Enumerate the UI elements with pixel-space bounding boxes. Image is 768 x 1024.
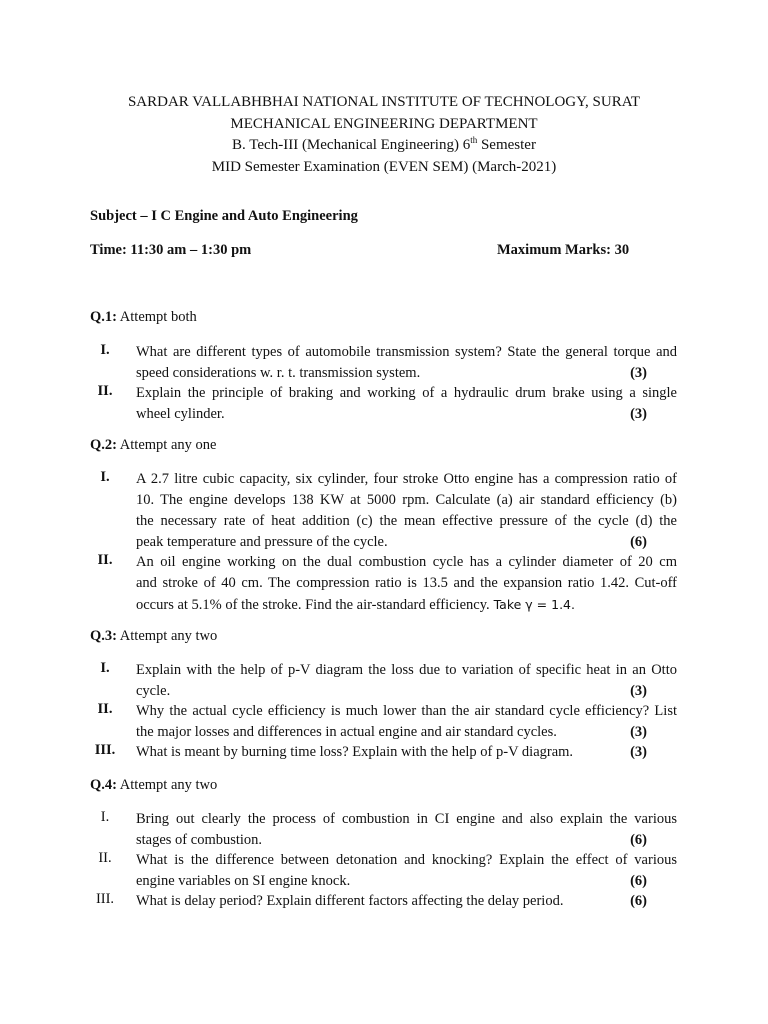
department-name: MECHANICAL ENGINEERING DEPARTMENT (230, 115, 538, 132)
exam-name: MID Semester Examination (EVEN SEM) (March-2021) (211, 158, 557, 175)
item-text: An oil engine working on the dual combustion cycle has a cylinder diameter of 20 cm and stroke of 40 cm. The compression ratio is 13.5 and the expansion ratio 1.42. Cut-off occurs at 5.1% of the stroke. Find the air-standard efficiency. Take γ = 1.4. (136, 554, 677, 613)
max-marks: Maximum Marks: 30 (497, 242, 630, 258)
subject-line: Subject – I C Engine and Auto Engineering (90, 208, 358, 224)
item-marks: (6) (630, 534, 647, 550)
item-marks: (6) (630, 832, 647, 848)
question-heading: Q.4: Attempt any two (90, 777, 218, 793)
question-heading: Q.1: Attempt both (90, 309, 197, 325)
item-number: III. (94, 742, 116, 758)
item-text: Why the actual cycle efficiency is much lower than the air standard cycle efficiency? List the major losses and differences in actual engine and air standard cycles. (3) (136, 701, 677, 743)
question-heading: Q.3: Attempt any two (90, 628, 218, 644)
item-marks: (6) (630, 873, 647, 889)
exam-header (0, 92, 768, 178)
item-text: What is delay period? Explain different factors affecting the delay period. (6) (136, 891, 677, 912)
item-number: I. (100, 342, 110, 358)
item-marks: (3) (630, 724, 647, 740)
item-marks: (6) (630, 893, 647, 909)
item-number: I. (100, 469, 110, 485)
item-number: I. (100, 660, 110, 676)
item-text: What is the difference between detonation and knocking? Explain the effect of various engine variables on SI engine knock. (6) (136, 850, 677, 892)
item-text: A 2.7 litre cubic capacity, six cylinder, four stroke Otto engine has a compression ratio of 10. The engine develops 138 KW at 5000 rpm. Calculate (a) air standard efficiency (b) the necessary rate of heat addition (c) the mean effective pressure of the cycle (d) the peak temperature and pressure of the cycle. (6) (136, 469, 677, 553)
item-text: Explain with the help of p-V diagram the loss due to variation of specific heat in an Otto cycle. (3) (136, 660, 677, 702)
item-text: What are different types of automobile transmission system? State the general torque and speed considerations w. r. t. transmission system. (3) (136, 342, 677, 384)
gamma-note: Take γ = 1.4. (489, 597, 575, 612)
item-number: II. (97, 383, 113, 399)
item-number: III. (95, 891, 115, 907)
item-number: II. (98, 850, 112, 866)
item-marks: (3) (630, 683, 647, 699)
question-heading: Q.2: Attempt any one (90, 437, 217, 453)
item-text: Bring out clearly the process of combustion in CI engine and also explain the various stages of combustion. (6) (136, 809, 677, 851)
item-marks: (3) (630, 365, 647, 381)
item-marks: (3) (630, 744, 647, 760)
institute-name: SARDAR VALLABHBHAI NATIONAL INSTITUTE OF TECHNOLOGY, SURAT (127, 94, 641, 110)
item-number: II. (97, 552, 113, 568)
item-number: II. (97, 701, 113, 717)
item-text: Explain the principle of braking and working of a hydraulic drum brake using a single wheel cylinder. (3) (136, 383, 677, 425)
program-line: B. Tech-III (Mechanical Engineering) 6th Semester (232, 135, 536, 153)
item-number: I. (100, 809, 110, 825)
item-text: What is meant by burning time loss? Explain with the help of p-V diagram. (3) (136, 742, 677, 763)
time-line: Time: 11:30 am – 1:30 pm (90, 242, 252, 258)
item-marks: (3) (630, 406, 647, 422)
